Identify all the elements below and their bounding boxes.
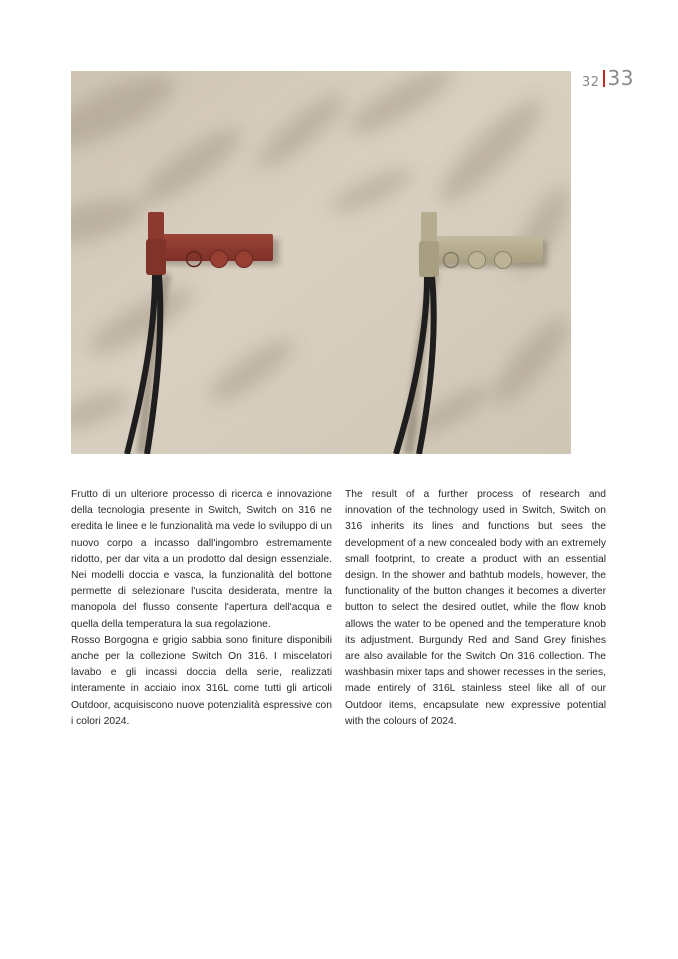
english-paragraph-1: The result of a further process of research and innovation of the technology used in Switch, Switch on 316 inherits its lines and functions but sees the development of a new concealed body with an extremely small footprint, to create a product with an essential design. In the shower and bathtub models, however, the functionality of the button changes it becomes a diverter button to select the desired outlet, while the flow knob allows the water to be opened and the temperature knob its adjustment. Burgundy Red and Sand Grey finishes are also available for the Switch On 316 collection. The washbasin mixer taps and shower recesses in the series, made entirely of 316L stainless steel like all of our Outdoor items, encapsulate new expressive potential with the colours of 2024. xyxy=(345,489,606,727)
product-photo xyxy=(71,71,571,454)
sand-flow-knob xyxy=(469,252,486,269)
page-number xyxy=(582,68,634,89)
page-number-right: 33 xyxy=(607,66,634,90)
page-number-divider xyxy=(603,70,605,87)
burgundy-flow-knob xyxy=(211,251,228,268)
page-number-left: 32 xyxy=(582,75,600,90)
italian-paragraph-2: Rosso Borgogna e grigio sabbia sono finiture disponibili anche per la collezione Switch On 316. I miscelatori lavabo e gli incassi doccia della serie, realizzati interamente in acciaio inox 316L come tutti gli articoli Outdoor, acquisiscono nuove potenzialità espressive con i colori 2024. xyxy=(71,634,332,727)
italian-paragraph-1: Frutto di un ulteriore processo di ricerca e innovazione della tecnologia presente in Switch, Switch on 316 ne eredita le linee e le funzionalità ma vede lo sviluppo di un nuovo corpo a incasso dall'ingombro estremamente ridotto, per dar vita a un prodotto dal design essenziale. Nei modelli doccia e vasca, la funzionalità del bottone permette di selezionare l'uscita desiderata, mentre la manopola del flusso consente l'apertura dell'acqua e quella della temperatura la sua regolazione. xyxy=(71,489,332,630)
sand-holder xyxy=(421,212,437,246)
italian-text-column xyxy=(71,487,332,730)
sand-temperature-knob xyxy=(495,252,512,269)
burgundy-temperature-knob xyxy=(236,251,253,268)
english-text-column xyxy=(345,487,606,730)
